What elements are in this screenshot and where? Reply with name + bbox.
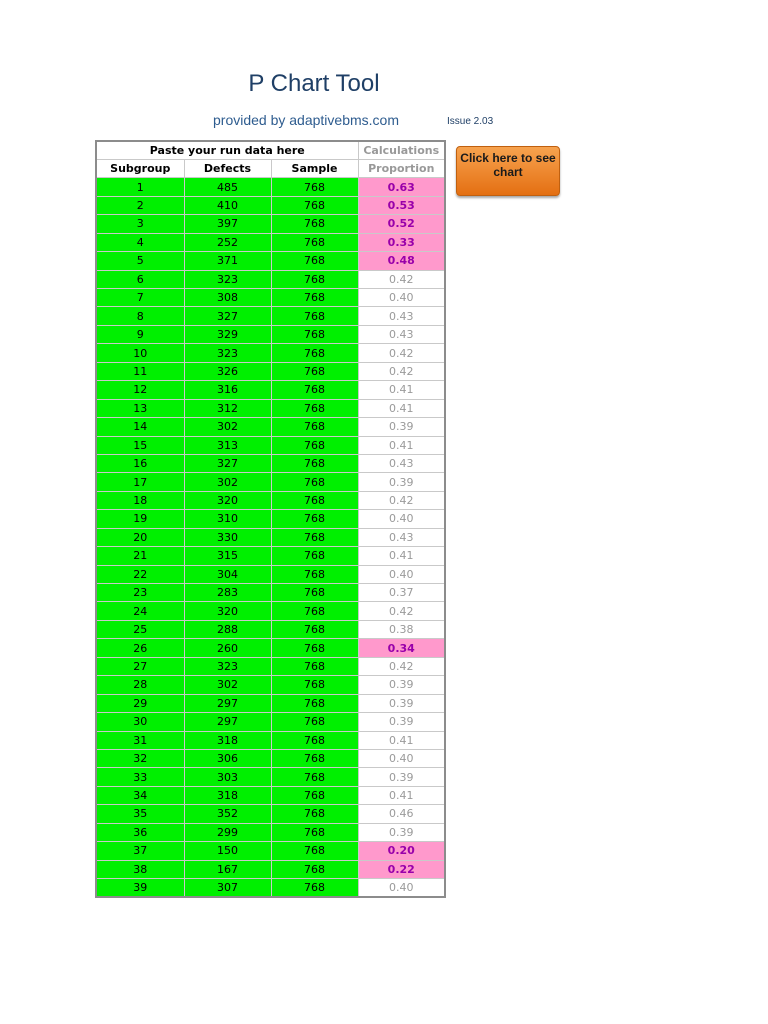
proportion-cell: 0.43	[358, 454, 445, 472]
sample-cell[interactable]: 768	[271, 694, 358, 712]
defects-cell[interactable]: 320	[184, 602, 271, 620]
table-row	[96, 289, 445, 307]
defects-cell[interactable]: 283	[184, 584, 271, 602]
subgroup-cell[interactable]: 21	[96, 547, 184, 565]
table-row	[96, 860, 445, 878]
subgroup-cell[interactable]: 35	[96, 805, 184, 823]
defects-cell[interactable]: 485	[184, 178, 271, 196]
subgroup-cell[interactable]: 16	[96, 454, 184, 472]
calculations-header: Calculations	[358, 141, 445, 159]
sample-cell[interactable]: 768	[271, 860, 358, 878]
sample-cell[interactable]: 768	[271, 731, 358, 749]
subgroup-cell[interactable]: 28	[96, 676, 184, 694]
defects-cell[interactable]: 318	[184, 731, 271, 749]
sample-cell[interactable]: 768	[271, 510, 358, 528]
defects-cell[interactable]: 410	[184, 196, 271, 214]
defects-cell[interactable]: 260	[184, 639, 271, 657]
table-row	[96, 823, 445, 841]
defects-cell[interactable]: 297	[184, 694, 271, 712]
sample-cell[interactable]: 768	[271, 362, 358, 380]
subgroup-cell[interactable]: 30	[96, 713, 184, 731]
defects-cell[interactable]: 252	[184, 233, 271, 251]
proportion-cell: 0.53	[358, 196, 445, 214]
table-row	[96, 620, 445, 638]
proportion-cell: 0.48	[358, 252, 445, 270]
table-row	[96, 344, 445, 362]
sample-cell[interactable]: 768	[271, 491, 358, 509]
proportion-cell: 0.39	[358, 694, 445, 712]
defects-cell[interactable]: 302	[184, 473, 271, 491]
sample-cell[interactable]: 768	[271, 749, 358, 767]
table-row	[96, 805, 445, 823]
defects-cell[interactable]: 327	[184, 454, 271, 472]
proportion-cell: 0.41	[358, 399, 445, 417]
proportion-cell: 0.46	[358, 805, 445, 823]
proportion-cell: 0.39	[358, 713, 445, 731]
sample-cell[interactable]: 768	[271, 270, 358, 288]
proportion-cell: 0.40	[358, 565, 445, 583]
proportion-cell: 0.22	[358, 860, 445, 878]
proportion-cell: 0.52	[358, 215, 445, 233]
defects-cell[interactable]: 302	[184, 418, 271, 436]
issue-version: Issue 2.03	[447, 116, 494, 127]
proportion-cell: 0.39	[358, 676, 445, 694]
defects-cell[interactable]: 308	[184, 289, 271, 307]
subgroup-cell[interactable]: 36	[96, 823, 184, 841]
sample-cell[interactable]: 768	[271, 639, 358, 657]
sample-cell[interactable]: 768	[271, 842, 358, 860]
data-table	[95, 140, 446, 898]
table-row	[96, 178, 445, 196]
proportion-cell: 0.39	[358, 418, 445, 436]
sample-cell[interactable]: 768	[271, 178, 358, 196]
subgroup-cell[interactable]: 23	[96, 584, 184, 602]
proportion-cell: 0.20	[358, 842, 445, 860]
sample-cell[interactable]: 768	[271, 454, 358, 472]
defects-cell[interactable]: 323	[184, 270, 271, 288]
column-header-subgroup: Subgroup	[96, 159, 184, 177]
proportion-cell: 0.33	[358, 233, 445, 251]
defects-cell[interactable]: 316	[184, 381, 271, 399]
subgroup-cell[interactable]: 1	[96, 178, 184, 196]
table-row	[96, 510, 445, 528]
subgroup-cell[interactable]: 33	[96, 768, 184, 786]
subgroup-cell[interactable]: 9	[96, 325, 184, 343]
defects-cell[interactable]: 397	[184, 215, 271, 233]
subgroup-cell[interactable]: 31	[96, 731, 184, 749]
proportion-cell: 0.40	[358, 289, 445, 307]
subgroup-cell[interactable]: 2	[96, 196, 184, 214]
sample-cell[interactable]: 768	[271, 307, 358, 325]
proportion-cell: 0.41	[358, 547, 445, 565]
subgroup-cell[interactable]: 15	[96, 436, 184, 454]
table-row	[96, 713, 445, 731]
table-row	[96, 325, 445, 343]
table-row	[96, 473, 445, 491]
sample-cell[interactable]: 768	[271, 325, 358, 343]
defects-cell[interactable]: 329	[184, 325, 271, 343]
proportion-cell: 0.42	[358, 270, 445, 288]
column-header-defects: Defects	[184, 159, 271, 177]
proportion-cell: 0.41	[358, 436, 445, 454]
table-row	[96, 233, 445, 251]
sample-cell[interactable]: 768	[271, 879, 358, 897]
table-row	[96, 491, 445, 509]
proportion-cell: 0.42	[358, 344, 445, 362]
defects-cell[interactable]: 310	[184, 510, 271, 528]
proportion-cell: 0.43	[358, 307, 445, 325]
table-row	[96, 252, 445, 270]
sample-cell[interactable]: 768	[271, 768, 358, 786]
table-row	[96, 418, 445, 436]
table-row	[96, 584, 445, 602]
sample-cell[interactable]: 768	[271, 713, 358, 731]
table-row	[96, 215, 445, 233]
table-row	[96, 270, 445, 288]
sample-cell[interactable]: 768	[271, 602, 358, 620]
subgroup-cell[interactable]: 11	[96, 362, 184, 380]
table-column-header-row	[96, 159, 445, 177]
subgroup-cell[interactable]: 20	[96, 528, 184, 546]
column-header-proportion: Proportion	[358, 159, 445, 177]
defects-cell[interactable]: 313	[184, 436, 271, 454]
defects-cell[interactable]: 323	[184, 657, 271, 675]
subgroup-cell[interactable]: 8	[96, 307, 184, 325]
defects-cell[interactable]: 318	[184, 786, 271, 804]
defects-cell[interactable]: 326	[184, 362, 271, 380]
sample-cell[interactable]: 768	[271, 289, 358, 307]
sample-cell[interactable]: 768	[271, 786, 358, 804]
defects-cell[interactable]: 150	[184, 842, 271, 860]
table-row	[96, 749, 445, 767]
table-row	[96, 528, 445, 546]
provided-by-link[interactable]: provided by adaptivebms.com	[213, 112, 399, 128]
table-row	[96, 694, 445, 712]
sample-cell[interactable]: 768	[271, 528, 358, 546]
proportion-cell: 0.38	[358, 620, 445, 638]
table-row	[96, 381, 445, 399]
subgroup-cell[interactable]: 26	[96, 639, 184, 657]
proportion-cell: 0.40	[358, 879, 445, 897]
subgroup-cell[interactable]: 10	[96, 344, 184, 362]
sample-cell[interactable]: 768	[271, 344, 358, 362]
proportion-cell: 0.42	[358, 657, 445, 675]
subgroup-cell[interactable]: 39	[96, 879, 184, 897]
sample-cell[interactable]: 768	[271, 233, 358, 251]
subgroup-cell[interactable]: 27	[96, 657, 184, 675]
proportion-cell: 0.34	[358, 639, 445, 657]
sample-cell[interactable]: 768	[271, 473, 358, 491]
table-row	[96, 547, 445, 565]
table-row	[96, 307, 445, 325]
subgroup-cell[interactable]: 29	[96, 694, 184, 712]
subgroup-cell[interactable]: 37	[96, 842, 184, 860]
proportion-cell: 0.42	[358, 602, 445, 620]
subgroup-cell[interactable]: 22	[96, 565, 184, 583]
proportion-cell: 0.63	[358, 178, 445, 196]
subgroup-cell[interactable]: 32	[96, 749, 184, 767]
sample-cell[interactable]: 768	[271, 196, 358, 214]
sample-cell[interactable]: 768	[271, 565, 358, 583]
subgroup-cell[interactable]: 24	[96, 602, 184, 620]
proportion-cell: 0.39	[358, 768, 445, 786]
sample-cell[interactable]: 768	[271, 399, 358, 417]
column-header-sample: Sample	[271, 159, 358, 177]
table-row	[96, 454, 445, 472]
subgroup-cell[interactable]: 7	[96, 289, 184, 307]
defects-cell[interactable]: 304	[184, 565, 271, 583]
table-row	[96, 602, 445, 620]
defects-cell[interactable]: 352	[184, 805, 271, 823]
defects-cell[interactable]: 323	[184, 344, 271, 362]
defects-cell[interactable]: 320	[184, 491, 271, 509]
subgroup-cell[interactable]: 4	[96, 233, 184, 251]
proportion-cell: 0.37	[358, 584, 445, 602]
subgroup-cell[interactable]: 25	[96, 620, 184, 638]
subgroup-cell[interactable]: 34	[96, 786, 184, 804]
subgroup-cell[interactable]: 14	[96, 418, 184, 436]
defects-cell[interactable]: 307	[184, 879, 271, 897]
sample-cell[interactable]: 768	[271, 676, 358, 694]
sample-cell[interactable]: 768	[271, 657, 358, 675]
see-chart-button[interactable]: Click here to see chart	[456, 146, 560, 196]
defects-cell[interactable]: 306	[184, 749, 271, 767]
sample-cell[interactable]: 768	[271, 584, 358, 602]
subgroup-cell[interactable]: 18	[96, 491, 184, 509]
table-row	[96, 676, 445, 694]
subgroup-cell[interactable]: 5	[96, 252, 184, 270]
table-row	[96, 731, 445, 749]
proportion-cell: 0.39	[358, 473, 445, 491]
sample-cell[interactable]: 768	[271, 436, 358, 454]
subgroup-cell[interactable]: 13	[96, 399, 184, 417]
defects-cell[interactable]: 303	[184, 768, 271, 786]
table-row	[96, 399, 445, 417]
table-row	[96, 639, 445, 657]
subgroup-cell[interactable]: 19	[96, 510, 184, 528]
sample-cell[interactable]: 768	[271, 381, 358, 399]
defects-cell[interactable]: 167	[184, 860, 271, 878]
defects-cell[interactable]: 312	[184, 399, 271, 417]
sample-cell[interactable]: 768	[271, 620, 358, 638]
defects-cell[interactable]: 288	[184, 620, 271, 638]
defects-cell[interactable]: 330	[184, 528, 271, 546]
paste-data-header: Paste your run data here	[96, 141, 358, 159]
table-row	[96, 786, 445, 804]
proportion-cell: 0.40	[358, 510, 445, 528]
proportion-cell: 0.40	[358, 749, 445, 767]
sample-cell[interactable]: 768	[271, 823, 358, 841]
subgroup-cell[interactable]: 17	[96, 473, 184, 491]
table-row	[96, 196, 445, 214]
subgroup-cell[interactable]: 3	[96, 215, 184, 233]
proportion-cell: 0.41	[358, 731, 445, 749]
defects-cell[interactable]: 302	[184, 676, 271, 694]
defects-cell[interactable]: 315	[184, 547, 271, 565]
sample-cell[interactable]: 768	[271, 547, 358, 565]
table-row	[96, 879, 445, 897]
sample-cell[interactable]: 768	[271, 215, 358, 233]
sample-cell[interactable]: 768	[271, 252, 358, 270]
defects-cell[interactable]: 371	[184, 252, 271, 270]
sample-cell[interactable]: 768	[271, 418, 358, 436]
proportion-cell: 0.39	[358, 823, 445, 841]
proportion-cell: 0.42	[358, 491, 445, 509]
subgroup-cell[interactable]: 12	[96, 381, 184, 399]
proportion-cell: 0.43	[358, 528, 445, 546]
subgroup-cell[interactable]: 6	[96, 270, 184, 288]
defects-cell[interactable]: 297	[184, 713, 271, 731]
table-row	[96, 362, 445, 380]
table-row	[96, 842, 445, 860]
defects-cell[interactable]: 299	[184, 823, 271, 841]
defects-cell[interactable]: 327	[184, 307, 271, 325]
table-row	[96, 768, 445, 786]
table-row	[96, 657, 445, 675]
table-group-header-row	[96, 141, 445, 159]
table-row	[96, 565, 445, 583]
proportion-cell: 0.41	[358, 381, 445, 399]
proportion-cell: 0.43	[358, 325, 445, 343]
table-row	[96, 436, 445, 454]
proportion-cell: 0.42	[358, 362, 445, 380]
proportion-cell: 0.41	[358, 786, 445, 804]
subgroup-cell[interactable]: 38	[96, 860, 184, 878]
sample-cell[interactable]: 768	[271, 805, 358, 823]
page-title: P Chart Tool	[248, 70, 380, 97]
